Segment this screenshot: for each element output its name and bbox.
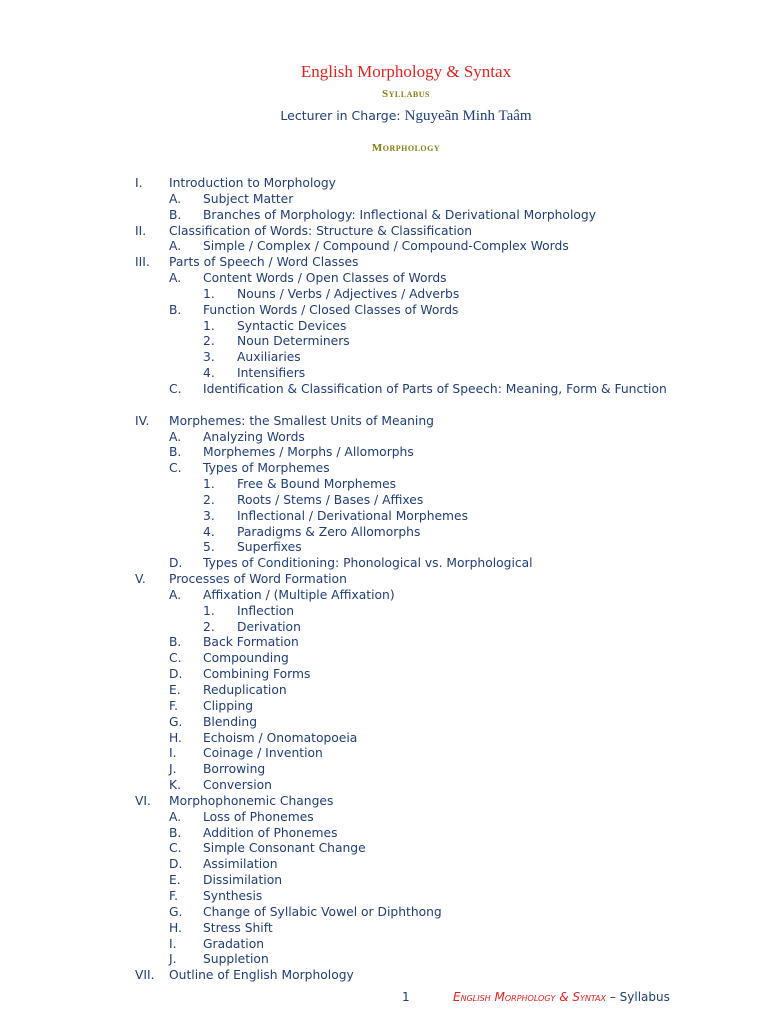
outline-item-number: A. bbox=[169, 429, 182, 444]
outline-item-level-3 bbox=[0, 319, 768, 335]
outline-item-number: E. bbox=[169, 683, 181, 697]
lecturer-line bbox=[0, 108, 768, 125]
outline-item-level-3 bbox=[0, 493, 768, 509]
page-number: 1 bbox=[402, 990, 410, 1004]
outline-item-level-2 bbox=[0, 905, 768, 921]
outline-item-level-2 bbox=[0, 683, 768, 699]
outline-item-text: Outline of English Morphology bbox=[169, 968, 354, 983]
outline-item-text: Derivation bbox=[237, 619, 301, 634]
outline-item-number: F. bbox=[169, 888, 179, 903]
outline-item-text: Back Formation bbox=[203, 635, 299, 650]
outline-item-level-2 bbox=[0, 810, 768, 826]
outline-item-level-2 bbox=[0, 826, 768, 842]
outline-item-level-2 bbox=[0, 651, 768, 667]
outline-item-text: Borrowing bbox=[203, 762, 266, 777]
outline-item-text: Suppletion bbox=[203, 952, 269, 967]
section-heading: Morphology bbox=[371, 142, 441, 154]
outline-item-number: A. bbox=[169, 191, 182, 206]
outline-item-level-2 bbox=[0, 857, 768, 873]
outline-item-text: Superfixes bbox=[237, 540, 302, 555]
outline-item-text: Morphemes / Morphs / Allomorphs bbox=[203, 445, 414, 460]
outline-item-level-2 bbox=[0, 762, 768, 778]
outline-item-number: 3. bbox=[203, 350, 215, 365]
outline-item-level-2 bbox=[0, 746, 768, 762]
outline-item-text: Gradation bbox=[203, 936, 265, 951]
lecturer-label: Lecturer in Charge: bbox=[280, 108, 405, 123]
outline-item-text: Reduplication bbox=[203, 683, 287, 697]
outline-item-text: Subject Matter bbox=[203, 191, 294, 206]
running-subtitle: Syllabus bbox=[619, 990, 670, 1004]
outline-item-number: A. bbox=[169, 587, 182, 602]
outline-item-number: J. bbox=[169, 952, 177, 967]
outline-item-text: Dissimilation bbox=[203, 873, 283, 888]
outline-item-level-2 bbox=[0, 588, 768, 604]
outline-item-number: I. bbox=[169, 936, 177, 951]
outline-item-level-3 bbox=[0, 366, 768, 382]
outline-item-text: Compounding bbox=[203, 651, 289, 666]
outline-item-level-3 bbox=[0, 509, 768, 525]
outline-item-level-3 bbox=[0, 287, 768, 303]
outline-item-text: Introduction to Morphology bbox=[169, 176, 336, 190]
outline-item-number: D. bbox=[169, 857, 183, 872]
outline-item-text: Noun Determiners bbox=[237, 334, 350, 349]
outline-item-text: Simple / Complex / Compound / Compound-Complex Words bbox=[203, 239, 569, 254]
outline-item-number: B. bbox=[169, 302, 182, 317]
syllabus-outline bbox=[0, 176, 768, 984]
outline-item-number: C. bbox=[169, 461, 182, 476]
outline-item-text: Function Words / Closed Classes of Words bbox=[203, 302, 459, 317]
outline-item-number: I. bbox=[169, 746, 177, 761]
outline-item-level-3 bbox=[0, 525, 768, 541]
outline-item-level-2 bbox=[0, 699, 768, 715]
outline-item-number: 4. bbox=[203, 524, 215, 539]
outline-item-level-2 bbox=[0, 556, 768, 572]
outline-item-number: III. bbox=[135, 255, 150, 270]
outline-item-number: 3. bbox=[203, 508, 215, 523]
outline-item-level-2 bbox=[0, 430, 768, 446]
outline-item-text: Syntactic Devices bbox=[237, 318, 347, 333]
outline-item-level-1 bbox=[0, 255, 768, 271]
outline-item-text: Processes of Word Formation bbox=[169, 572, 347, 587]
outline-item-text: Analyzing Words bbox=[203, 429, 305, 444]
outline-item-number: H. bbox=[169, 920, 182, 935]
outline-item-text: Clipping bbox=[203, 698, 254, 713]
outline-item-number: C. bbox=[169, 841, 182, 856]
outline-item-number: A. bbox=[169, 239, 182, 254]
outline-item-text: Stress Shift bbox=[203, 920, 273, 935]
page-footer bbox=[0, 990, 768, 1008]
outline-item-number: B. bbox=[169, 445, 182, 460]
outline-item-text: Intensifiers bbox=[237, 366, 306, 381]
outline-item-text: Types of Morphemes bbox=[203, 461, 330, 476]
outline-item-level-2 bbox=[0, 841, 768, 857]
outline-item-number: G. bbox=[169, 714, 183, 729]
outline-item-level-2 bbox=[0, 667, 768, 683]
outline-item-number: 2. bbox=[203, 334, 215, 349]
outline-item-number: A. bbox=[169, 271, 182, 286]
outline-item-text: Nouns / Verbs / Adjectives / Adverbs bbox=[237, 286, 460, 301]
outline-item-level-3 bbox=[0, 540, 768, 556]
outline-item-level-1 bbox=[0, 968, 768, 984]
outline-item-number: K. bbox=[169, 778, 181, 793]
outline-item-number: H. bbox=[169, 730, 182, 745]
outline-item-number: D. bbox=[169, 667, 183, 682]
outline-item-number: F. bbox=[169, 698, 179, 713]
outline-item-level-1 bbox=[0, 414, 768, 430]
outline-item-text: Loss of Phonemes bbox=[203, 809, 314, 824]
outline-item-number: VI. bbox=[135, 793, 151, 808]
outline-item-level-2 bbox=[0, 921, 768, 937]
outline-item-level-2 bbox=[0, 271, 768, 287]
outline-item-level-1 bbox=[0, 224, 768, 240]
outline-item-text: Free & Bound Morphemes bbox=[237, 477, 397, 492]
outline-item-level-2 bbox=[0, 445, 768, 461]
outline-item-text: Conversion bbox=[203, 778, 272, 793]
outline-item-level-2 bbox=[0, 382, 768, 414]
outline-item-level-2 bbox=[0, 303, 768, 319]
outline-item-number: C. bbox=[169, 381, 182, 396]
outline-item-level-2 bbox=[0, 635, 768, 651]
outline-item-text: Morphemes: the Smallest Units of Meaning bbox=[169, 413, 434, 428]
outline-item-text: Auxiliaries bbox=[237, 350, 301, 365]
running-separator: – bbox=[606, 990, 620, 1004]
outline-item-number: B. bbox=[169, 635, 182, 650]
outline-item-text: Synthesis bbox=[203, 888, 263, 903]
outline-item-level-2 bbox=[0, 208, 768, 224]
lecturer-name: Nguyeãn Minh Taâm bbox=[404, 108, 532, 124]
outline-item-level-3 bbox=[0, 604, 768, 620]
outline-item-number: 1. bbox=[203, 477, 215, 492]
outline-item-text: Blending bbox=[203, 714, 258, 729]
outline-item-text: Paradigms & Zero Allomorphs bbox=[237, 524, 421, 539]
outline-item-level-2 bbox=[0, 889, 768, 905]
outline-item-number: I. bbox=[135, 176, 143, 190]
outline-item-level-2 bbox=[0, 731, 768, 747]
outline-item-level-1 bbox=[0, 176, 768, 192]
outline-item-level-3 bbox=[0, 334, 768, 350]
outline-item-text: Morphophonemic Changes bbox=[169, 793, 334, 808]
outline-item-number: IV. bbox=[135, 413, 150, 428]
running-title-text: English Morphology & Syntax bbox=[453, 990, 607, 1004]
running-title bbox=[453, 990, 670, 1004]
outline-item-number: 1. bbox=[203, 286, 215, 301]
outline-item-level-3 bbox=[0, 350, 768, 366]
outline-item-text: Roots / Stems / Bases / Affixes bbox=[237, 492, 424, 507]
outline-item-text: Inflection bbox=[237, 603, 295, 618]
outline-item-text: Identification & Classification of Parts of Speech: Meaning, Form & Function bbox=[203, 381, 667, 396]
outline-item-text: Parts of Speech / Word Classes bbox=[169, 255, 359, 270]
outline-item-level-2 bbox=[0, 952, 768, 968]
outline-item-text: Classification of Words: Structure & Classification bbox=[169, 223, 473, 238]
document-subtitle: Syllabus bbox=[382, 88, 430, 100]
outline-item-number: VII. bbox=[135, 968, 155, 983]
outline-item-number: B. bbox=[169, 207, 182, 222]
outline-item-level-1 bbox=[0, 572, 768, 588]
outline-item-level-2 bbox=[0, 778, 768, 794]
outline-item-text: Change of Syllabic Vowel or Diphthong bbox=[203, 904, 442, 919]
outline-item-level-2 bbox=[0, 461, 768, 477]
outline-item-number: 1. bbox=[203, 603, 215, 618]
document-title: English Morphology & Syntax bbox=[300, 62, 512, 81]
outline-item-number: C. bbox=[169, 651, 182, 666]
outline-item-text: Coinage / Invention bbox=[203, 746, 323, 761]
outline-item-level-3 bbox=[0, 477, 768, 493]
outline-item-number: G. bbox=[169, 904, 183, 919]
outline-item-text: Affixation / (Multiple Affixation) bbox=[203, 587, 395, 602]
outline-item-number: 4. bbox=[203, 366, 215, 381]
outline-item-level-1 bbox=[0, 794, 768, 810]
outline-item-number: D. bbox=[169, 556, 183, 571]
outline-item-text: Assimilation bbox=[203, 857, 278, 872]
outline-item-number: E. bbox=[169, 873, 181, 888]
outline-item-number: 2. bbox=[203, 619, 215, 634]
outline-item-level-2 bbox=[0, 715, 768, 731]
outline-item-level-3 bbox=[0, 620, 768, 636]
outline-item-level-2 bbox=[0, 192, 768, 208]
outline-item-number: A. bbox=[169, 809, 182, 824]
outline-item-text: Combining Forms bbox=[203, 667, 311, 682]
outline-item-text: Addition of Phonemes bbox=[203, 825, 338, 840]
outline-item-number: B. bbox=[169, 825, 182, 840]
outline-item-text: Inflectional / Derivational Morphemes bbox=[237, 508, 468, 523]
outline-item-number: V. bbox=[135, 572, 146, 587]
outline-item-level-2 bbox=[0, 937, 768, 953]
outline-item-text: Echoism / Onomatopoeia bbox=[203, 730, 358, 745]
outline-item-level-2 bbox=[0, 873, 768, 889]
outline-item-number: 2. bbox=[203, 492, 215, 507]
outline-item-text: Simple Consonant Change bbox=[203, 841, 366, 856]
outline-item-number: II. bbox=[135, 223, 147, 238]
outline-item-number: 1. bbox=[203, 318, 215, 333]
outline-item-number: 5. bbox=[203, 540, 215, 555]
outline-item-text: Types of Conditioning: Phonological vs. Morphological bbox=[203, 556, 533, 571]
outline-item-text: Content Words / Open Classes of Words bbox=[203, 271, 447, 286]
outline-item-text: Branches of Morphology: Inflectional & Derivational Morphology bbox=[203, 207, 596, 222]
outline-item-level-2 bbox=[0, 239, 768, 255]
outline-item-number: J. bbox=[169, 762, 177, 777]
